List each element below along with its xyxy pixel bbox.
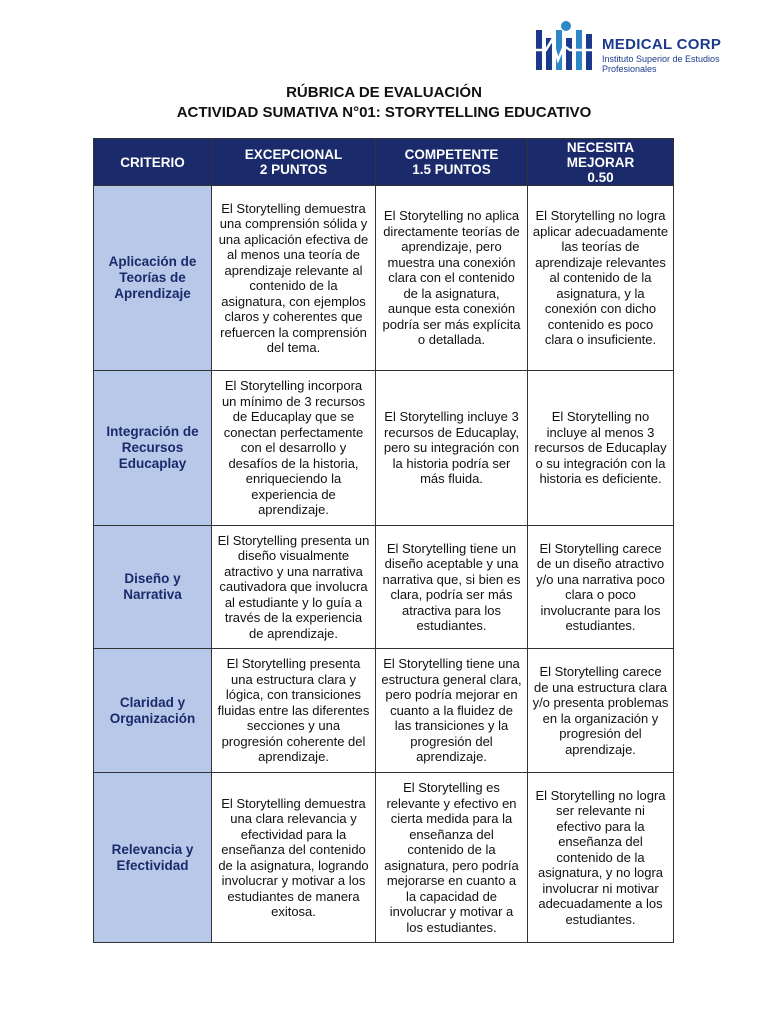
competente-cell: El Storytelling tiene una estructura general clara, pero podría mejorar en cuanto a la fluidez de las transiciones y la progresión del aprendizaje. [376,649,528,773]
page-title: RÚBRICA DE EVALUACIÓN [286,84,482,101]
page-subtitle: ACTIVIDAD SUMATIVA N°01: STORYTELLING EDUCATIVO [176,104,592,121]
rubric-row-claridad [94,649,674,773]
rubric-row-relevancia [94,773,674,943]
competente-cell: El Storytelling incluye 3 recursos de Educaplay, pero su integración con la historia podría ser más fluida. [376,371,528,526]
necesita-cell: El Storytelling no logra aplicar adecuadamente las teorías de aprendizaje relevantes al contenido de la asignatura, y la conexión con dicho contenido es poco clara o insuficiente. [528,186,674,371]
necesita-cell: El Storytelling carece de una estructura clara y/o presenta problemas en la organización y progresión del aprendizaje. [528,649,674,773]
necesita-cell: El Storytelling no logra ser relevante ni efectivo para la enseñanza del contenido de la asignatura, y no logra involucrar ni motivar adecuadamente a los estudiantes. [528,773,674,943]
criterio-cell: Diseño y Narrativa [94,526,212,649]
header-necesita-mejorar [528,139,674,186]
excepcional-cell: El Storytelling incorpora un mínimo de 3 recursos de Educaplay que se conectan perfectamente con el desarrollo y desafíos de la historia, enriqueciendo la experiencia de aprendizaje. [212,371,376,526]
header-excepcional-level: EXCEPCIONAL [244,147,343,162]
medical-corp-logo [534,20,724,78]
header-excepcional-points: 2 PUNTOS [259,162,328,177]
criterio-cell: Claridad y Organización [94,649,212,773]
header-competente-level: COMPETENTE [404,147,499,162]
excepcional-cell: El Storytelling demuestra una comprensión sólida y una aplicación efectiva de al menos una teoría de aprendizaje relevante al contenido de la asignatura, con ejemplos claros y coherentes que refuercen la comprensión del tema. [212,186,376,371]
header-necesita-points: 0.50 [587,169,614,185]
necesita-cell: El Storytelling no incluye al menos 3 recursos de Educaplay o su integración con la historia es deficiente. [528,371,674,526]
excepcional-cell: El Storytelling demuestra una clara relevancia y efectividad para la enseñanza del contenido de la asignatura, logrando involucrar y motivar a los estudiantes de manera exitosa. [212,773,376,943]
criterio-cell: Aplicación de Teorías de Aprendizaje [94,186,212,371]
excepcional-cell: El Storytelling presenta un diseño visualmente atractivo y una narrativa cautivadora que involucra al estudiante y lo guía a través de la experiencia de aprendizaje. [212,526,376,649]
necesita-cell: El Storytelling carece de un diseño atractivo y/o una narrativa poco clara o poco involucrante para los estudiantes. [528,526,674,649]
criterio-cell: Integración de Recursos Educaplay [94,371,212,526]
competente-cell: El Storytelling es relevante y efectivo en cierta medida para la enseñanza del contenido de la asignatura, pero podría mejorarse en cuanto a la capacidad de involucrar y motivar a los estudiantes. [376,773,528,943]
header-row [94,139,674,186]
rubric-row-aplicacion [94,186,674,371]
header-excepcional [212,139,376,186]
header-necesita-line1: NECESITA [566,139,635,155]
rubric-table [93,138,674,943]
header-competente [376,139,528,186]
logo-name: MEDICAL CORP [602,36,722,53]
rubric-row-integracion [94,371,674,526]
competente-cell: El Storytelling no aplica directamente teorías de aprendizaje, pero muestra una conexión clara con el contenido de la asignatura, aunque esta conexión podría ser más explícita o detallada. [376,186,528,371]
logo-mark-icon [534,20,598,78]
criterio-cell: Relevancia y Efectividad [94,773,212,943]
header-competente-points: 1.5 PUNTOS [412,162,491,177]
header-criterio: CRITERIO [94,139,212,186]
excepcional-cell: El Storytelling presenta una estructura clara y lógica, con transiciones fluidas entre las diferentes secciones y una progresión coherente del aprendizaje. [212,649,376,773]
header-necesita-line2: MEJORAR [566,154,635,170]
competente-cell: El Storytelling tiene un diseño aceptable y una narrativa que, si bien es clara, podría ser más atractiva para los estudiantes. [376,526,528,649]
logo-subtitle: Instituto Superior de Estudios Profesionales [602,54,720,74]
rubric-row-diseno [94,526,674,649]
